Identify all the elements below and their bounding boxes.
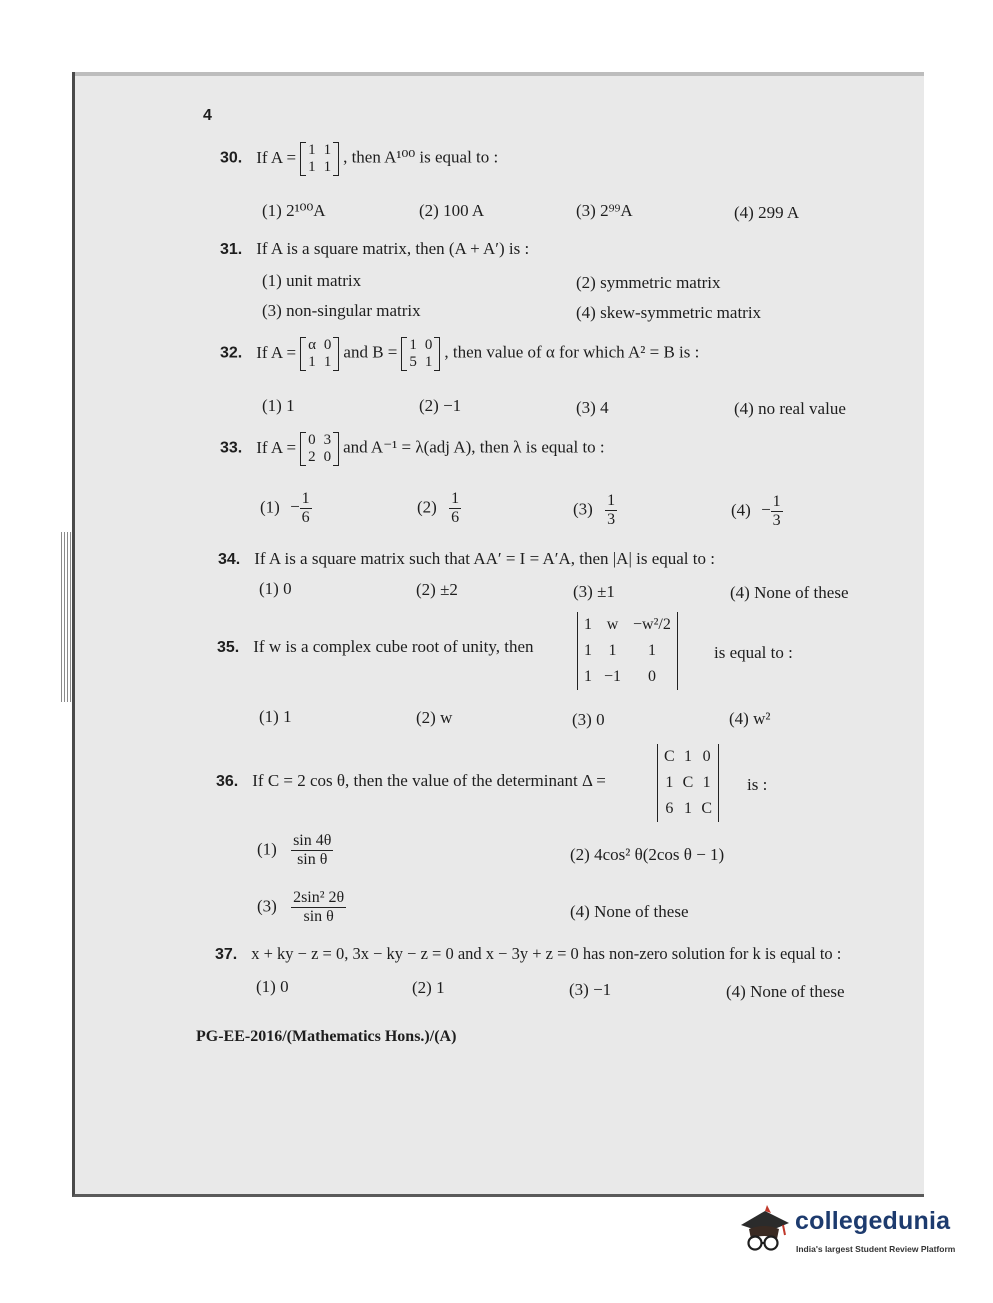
option-2: (2) −1 xyxy=(419,396,462,415)
question-text: is equal to : xyxy=(714,643,793,662)
option-2: (2) ±2 xyxy=(416,580,458,599)
option-1: (1) $\frac{\sin 4\theta}{\text{sin θ}}$ xyxy=(257,832,332,868)
question-34 xyxy=(218,549,715,569)
matrix-a: 0 3 2 0 xyxy=(300,432,339,466)
option-3: (3) −1 xyxy=(569,980,612,999)
question-number: 32. xyxy=(220,344,243,362)
question-text: and A⁻¹ = λ(adj A), then λ is equal to : xyxy=(343,437,605,457)
question-32 xyxy=(220,337,699,371)
option-3: (3) 4 xyxy=(576,398,609,417)
question-number: 30. xyxy=(220,149,243,167)
option-4: (4) None of these xyxy=(726,982,845,1001)
option-1: (1) − $\frac{1}{6}$ xyxy=(260,490,310,526)
question-text: , then value of α for which A² = B is : xyxy=(444,342,700,362)
option-2: (2) 100 A xyxy=(419,201,485,220)
matrix-a: α 0 1 1 xyxy=(300,337,339,371)
question-text: and B = xyxy=(343,342,398,362)
question-text: If w is a complex cube root of unity, then xyxy=(253,637,534,656)
option-3: (3) 0 xyxy=(572,710,605,729)
option-1: (1) 1 xyxy=(259,707,292,726)
option-2: (2) 1 xyxy=(412,978,445,997)
question-number: 36. xyxy=(216,773,239,790)
option-4: (4) no real value xyxy=(734,399,846,418)
question-30 xyxy=(220,142,498,176)
option-1: (1) 2¹⁰⁰A xyxy=(262,201,326,220)
question-text: If A = xyxy=(256,147,297,167)
brand-tagline: India's largest Student Review Platform xyxy=(796,1244,956,1254)
option-4: (4) − $\frac{1}{3}$ xyxy=(731,493,781,529)
question-text: If A is a square matrix, then (A + A′) is : xyxy=(256,239,530,258)
option-1: (1) unit matrix xyxy=(262,271,362,290)
determinant: C 1 0 1 C 1 6 1 C xyxy=(657,744,719,822)
page-number: 4 xyxy=(203,107,212,124)
option-3: (3) ±1 xyxy=(573,582,615,601)
question-text: is : xyxy=(747,775,768,794)
paper-code: PG-EE-2016/(Mathematics Hons.)/(A) xyxy=(196,1028,457,1045)
option-3: (3) $\frac{\text{2sin² 2θ}}{\text{sin θ}}$ xyxy=(257,889,345,925)
determinant: 1 w −w²/2 1 1 1 1 −1 0 xyxy=(577,612,678,690)
option-3: (3) 2⁹⁹A xyxy=(576,201,633,220)
question-number: 35. xyxy=(217,639,240,656)
question-text: If C = 2 cos θ, then the value of the determinant Δ = xyxy=(252,771,606,790)
question-text: If A is a square matrix such that AA′ = I = A′A, then |A| is equal to : xyxy=(254,549,715,568)
option-2: (2) w xyxy=(416,708,453,727)
option-2: (2) 4cos² θ(2cos θ − 1) xyxy=(570,845,725,864)
question-31 xyxy=(220,239,529,259)
option-4: (4) None of these xyxy=(570,902,689,921)
question-37 xyxy=(215,944,841,964)
option-1: (1) 0 xyxy=(256,977,289,996)
matrix-a: 1 1 1 1 xyxy=(300,142,339,176)
question-number: 34. xyxy=(218,551,241,568)
option-4: (4) None of these xyxy=(730,583,849,602)
question-text: , then A¹⁰⁰ is equal to : xyxy=(343,147,499,167)
option-1: (1) 1 xyxy=(262,396,295,415)
binding-marks xyxy=(61,532,73,702)
option-4: (4) skew-symmetric matrix xyxy=(576,303,762,322)
question-35 xyxy=(217,637,534,657)
question-text: If A = xyxy=(256,342,297,362)
question-text: If A = xyxy=(256,437,297,457)
question-33 xyxy=(220,432,605,466)
collegedunia-logo-icon xyxy=(735,1203,791,1255)
brand-name: collegedunia xyxy=(795,1207,951,1235)
matrix-b: 1 0 5 1 xyxy=(401,337,440,371)
option-3: (3) non-singular matrix xyxy=(262,301,421,320)
option-2: (2) $\frac{1}{6}$ xyxy=(417,490,460,526)
question-text: x + ky − z = 0, 3x − ky − z = 0 and x − 3y + z = 0 has non-zero solution for k is equal to : xyxy=(251,944,842,963)
question-number: 33. xyxy=(220,439,243,457)
option-3: (3) $\frac{1}{3}$ xyxy=(573,492,616,528)
option-1: (1) 0 xyxy=(259,579,292,598)
option-2: (2) symmetric matrix xyxy=(576,273,721,292)
question-36 xyxy=(216,771,606,791)
question-number: 37. xyxy=(215,946,238,963)
question-number: 31. xyxy=(220,241,243,258)
option-4: (4) w² xyxy=(729,709,771,728)
option-4: (4) 299 A xyxy=(734,203,800,222)
